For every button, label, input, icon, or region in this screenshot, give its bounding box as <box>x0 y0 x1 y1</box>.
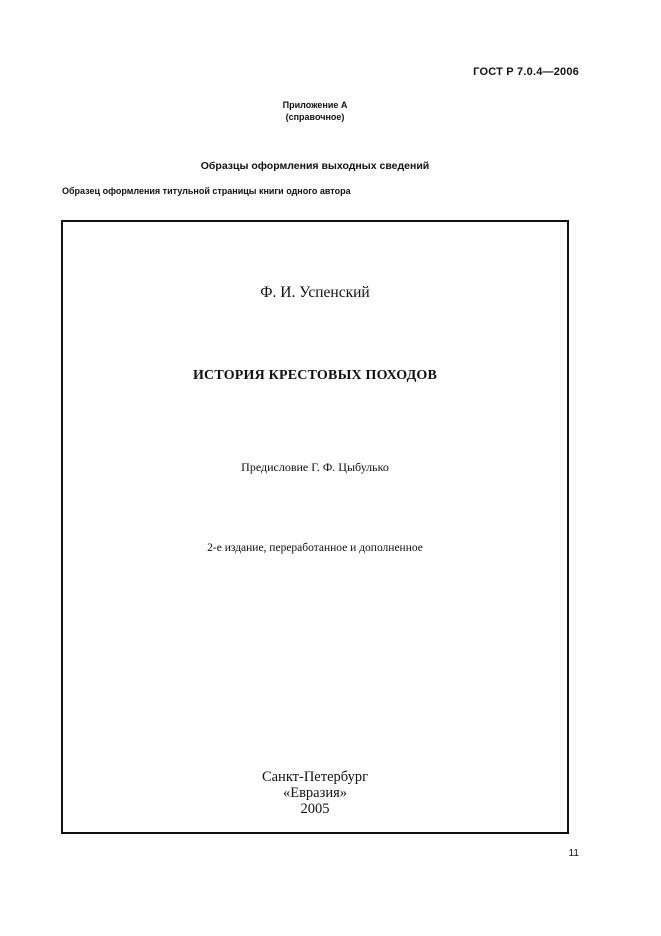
edition-statement: 2-е издание, переработанное и дополненное <box>207 542 423 554</box>
book-title: ИСТОРИЯ КРЕСТОВЫХ ПОХОДОВ <box>192 368 438 383</box>
appendix-heading <box>0 99 630 123</box>
page-number: 11 <box>568 848 579 859</box>
title-page-sample-frame <box>61 220 569 834</box>
imprint-block <box>63 769 567 817</box>
appendix-title: Приложение А <box>282 100 348 110</box>
preface-credit: Предисловие Г. Ф. Цыбулько <box>241 460 389 474</box>
imprint-city: Санкт-Петербург <box>261 769 369 785</box>
sample-caption: Образец оформления титульной страницы книги одного автора <box>62 186 351 196</box>
imprint-year: 2005 <box>300 801 330 817</box>
imprint-publisher: «Евразия» <box>282 785 348 801</box>
section-title: Образцы оформления выходных сведений <box>200 160 430 172</box>
appendix-type: (справочное) <box>285 112 345 122</box>
standard-code: ГОСТ Р 7.0.4—2006 <box>473 66 579 78</box>
author-name: Ф. И. Успенский <box>260 284 370 301</box>
